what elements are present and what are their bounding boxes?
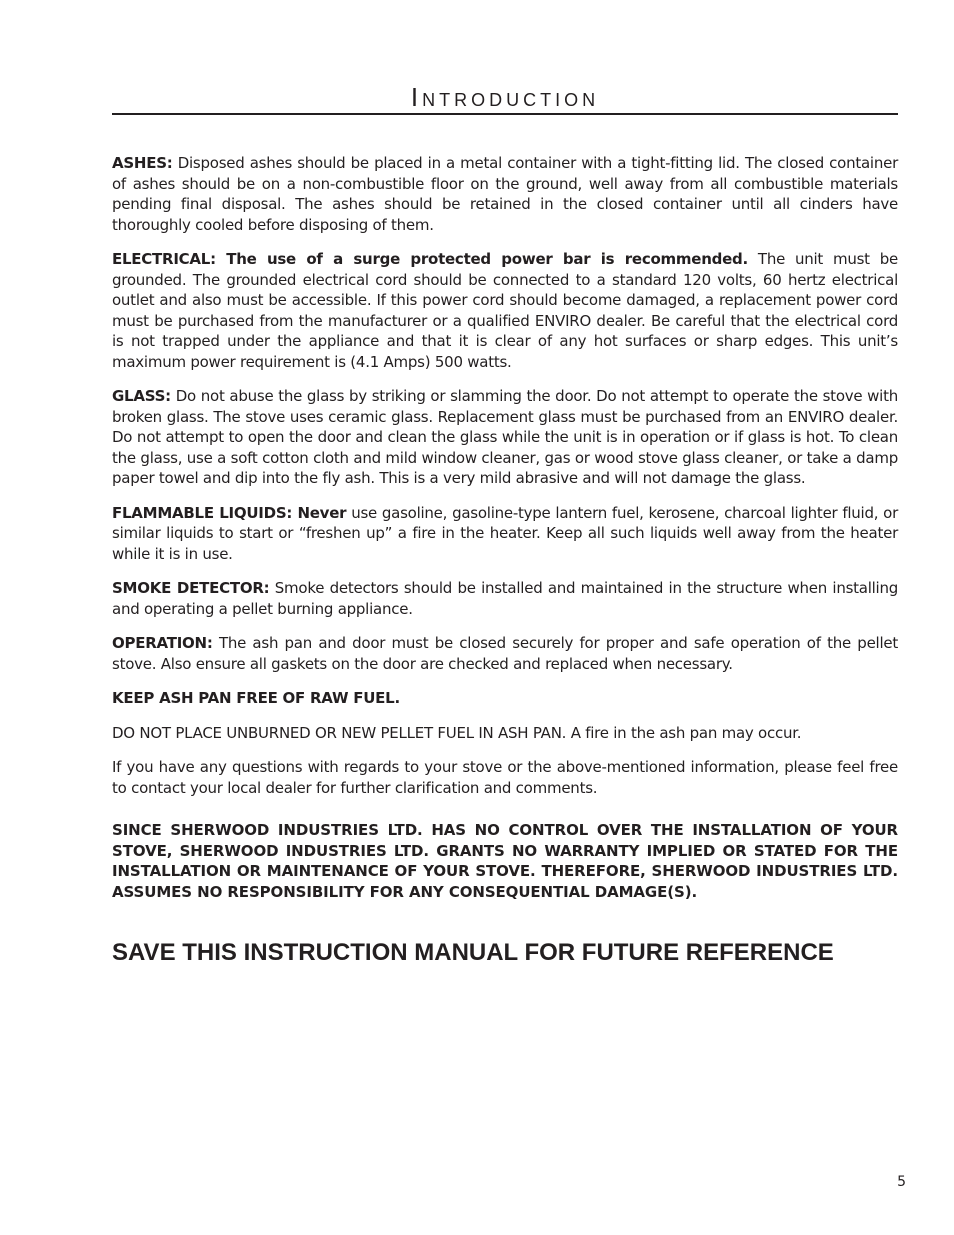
smoke-detector-paragraph <box>112 578 898 619</box>
title-divider <box>112 113 898 115</box>
page-title: Introduction <box>410 82 600 112</box>
electrical-paragraph <box>112 249 898 372</box>
liability-warning: SINCE SHERWOOD INDUSTRIES LTD. HAS NO CONTROL OVER THE INSTALLATION OF YOUR STOVE, SHERWOOD INDUSTRIES LTD. GRANTS NO WARRANTY IMPLIED OR STATED FOR THE INSTALLATION OR MAINTENANCE OF YOUR STOVE. THEREFORE, SHERWOOD INDUSTRIES LTD. ASSUMES NO RESPONSIBILITY FOR ANY CONSEQUENTIAL DAMAGE(S). <box>112 821 898 901</box>
questions-paragraph: If you have any questions with regards to your stove or the above-mentioned information, please feel free to contact your local dealer for further clarification and comments. <box>112 758 898 797</box>
operation-heading: OPERATION: <box>112 634 213 652</box>
operation-body: The ash pan and door must be closed securely for proper and safe operation of the pellet stove. Also ensure all gaskets on the door are checked and replaced when necessary. <box>112 634 898 673</box>
smoke-detector-body: Smoke detectors should be installed and maintained in the structure when installing and operating a pellet burning appliance. <box>112 579 898 618</box>
flammable-liquids-body: use gasoline, gasoline-type lantern fuel, kerosene, charcoal lighter fluid, or similar liquids to start or “freshen up” a fire in the heater. Keep all such liquids well away from the heater while it is in use. <box>112 503 898 563</box>
flammable-liquids-heading: FLAMMABLE LIQUIDS: Never <box>112 503 347 522</box>
ashes-heading: ASHES: <box>112 154 173 172</box>
keep-ash-pan-heading: KEEP ASH PAN FREE OF RAW FUEL. <box>112 689 400 707</box>
smoke-detector-heading: SMOKE DETECTOR: <box>112 579 270 597</box>
main-content <box>112 153 898 968</box>
glass-paragraph <box>112 386 898 489</box>
do-not-place-paragraph: DO NOT PLACE UNBURNED OR NEW PELLET FUEL IN ASH PAN. A fire in the ash pan may occur. <box>112 723 802 742</box>
glass-heading: GLASS: <box>112 387 171 405</box>
glass-body: Do not abuse the glass by striking or slamming the door. Do not attempt to operate the stove with broken glass. The stove uses ceramic glass. Replacement glass must be purchased from an ENVIRO dealer. Do not attempt to open the door and clean the glass while the unit is in operation or if glass is hot. To clean the glass, use a soft cotton cloth and mild window cleaner, gas or wood stove glass cleaner, or take a damp paper towel and dip into the fly ash. This is a very mild abrasive and will not damage the glass. <box>112 387 898 487</box>
ashes-body: Disposed ashes should be placed in a metal container with a tight-fitting lid. The closed container of ashes should be on a non-combustible floor on the ground, well away from all combustible materials pending final disposal. The ashes should be retained in the closed container until all cinders have thoroughly cooled before disposing of them. <box>112 154 898 234</box>
keep-ash-pan-paragraph <box>112 688 898 709</box>
page-number: 5 <box>897 1174 906 1190</box>
flammable-liquids-paragraph <box>112 503 898 565</box>
ashes-paragraph <box>112 153 898 235</box>
save-manual-heading: SAVE THIS INSTRUCTION MANUAL FOR FUTURE REFERENCE <box>112 939 834 966</box>
electrical-body: The unit must be grounded. The grounded electrical cord should be connected to a standard 120 volts, 60 hertz electrical outlet and also must be accessible. If this power cord should become damaged, a replacement power cord must be purchased from the manufacturer or a qualified ENVIRO dealer. Be careful that the electrical cord is not trapped under the appliance and that it is clear of any hot surfaces or sharp edges. This unit’s maximum power requirement is (4.1 Amps) 500 watts. <box>112 250 898 371</box>
operation-paragraph <box>112 633 898 674</box>
electrical-heading: ELECTRICAL: The use of a surge protected power bar is recommended. <box>112 250 748 268</box>
